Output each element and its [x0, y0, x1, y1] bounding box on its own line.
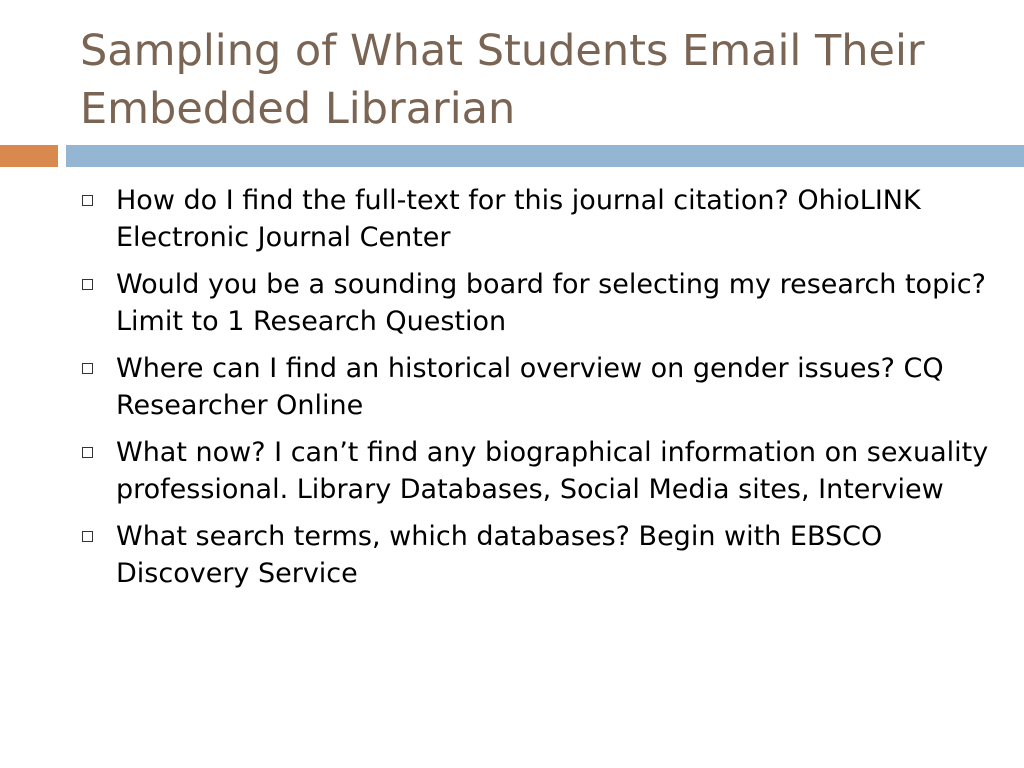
accent-bar: [0, 145, 58, 167]
bullet-text: What search terms, which databases? Begin with EBSCO Discovery Service: [116, 521, 883, 589]
slide-title: Sampling of What Students Email Their Embedded Librarian: [80, 26, 925, 134]
bullet-text: What now? I can’t find any biographical information on sexuality professional. Library Databases, Social Media sites, Interview: [116, 437, 989, 505]
bullet-text: How do I find the full-text for this journal citation? OhioLINK Electronic Journal Center: [116, 185, 921, 253]
square-bullet-icon: [82, 531, 93, 542]
square-bullet-icon: [82, 195, 93, 206]
list-item: [80, 182, 1000, 256]
square-bullet-icon: [82, 447, 93, 458]
header-divider-bar: [66, 145, 1024, 167]
list-item: [80, 434, 1000, 508]
bullet-text: Would you be a sounding board for selecting my research topic? Limit to 1 Research Question: [116, 269, 986, 337]
list-item: [80, 350, 1000, 424]
bullet-text: Where can I find an historical overview on gender issues? CQ Researcher Online: [116, 353, 944, 421]
square-bullet-icon: [82, 363, 93, 374]
list-item: [80, 518, 1000, 592]
bullet-list: [80, 182, 1000, 602]
square-bullet-icon: [82, 279, 93, 290]
list-item: [80, 266, 1000, 340]
